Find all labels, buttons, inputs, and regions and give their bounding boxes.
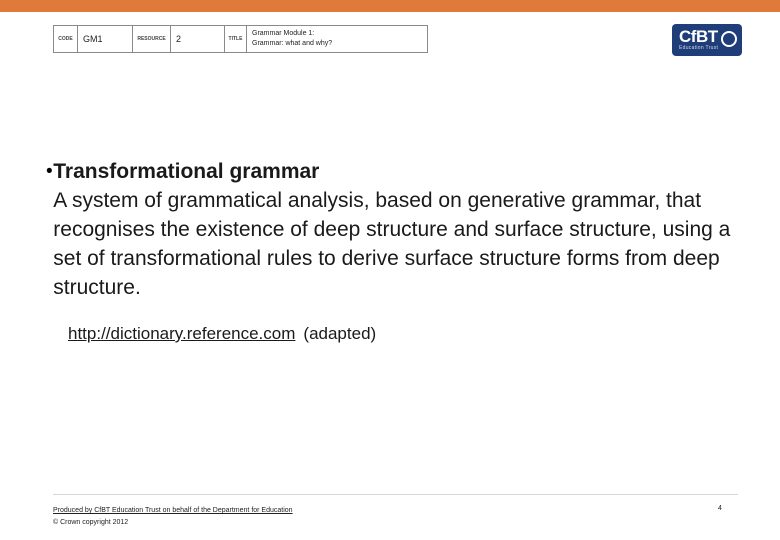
source-line <box>68 322 746 346</box>
source-note: (adapted) <box>303 324 377 343</box>
source-link[interactable]: http://dictionary.reference.com <box>68 324 296 343</box>
page-number: 4 <box>718 505 722 512</box>
copyright-text: © Crown copyright 2012 <box>53 519 129 526</box>
definition-text: A system of grammatical analysis, based on generative grammar, that recognises the existence of deep structure and surface structure, using a set of transformational rules to derive surface structure forms from deep structure. <box>53 189 731 299</box>
title-line-2: Grammar: what and why? <box>252 40 333 47</box>
definition-block <box>53 157 746 302</box>
resource-info-table <box>53 25 428 53</box>
logo-mark-icon <box>721 31 737 47</box>
cfbt-logo <box>672 24 742 56</box>
title-line-1: Grammar Module 1: <box>252 30 315 37</box>
footer-divider <box>53 494 738 495</box>
code-value: GM1 <box>78 26 133 52</box>
top-accent-bar <box>0 0 780 12</box>
produced-by-text: Produced by CfBT Education Trust on behalf of the Department for Education <box>53 507 293 514</box>
definition-bullet <box>46 157 746 302</box>
title-label: TITLE <box>225 26 247 52</box>
title-value <box>247 26 427 52</box>
code-label: CODE <box>54 26 78 52</box>
logo-main-text: CfBT <box>679 26 718 46</box>
term-heading: Transformational grammar <box>53 160 320 183</box>
footer-credits <box>53 505 293 529</box>
resource-value: 2 <box>171 26 225 52</box>
resource-label: RESOURCE <box>133 26 171 52</box>
bullet-icon: • <box>46 161 53 182</box>
slide-content <box>46 157 746 346</box>
logo-sub-text: Education Trust <box>679 44 719 51</box>
